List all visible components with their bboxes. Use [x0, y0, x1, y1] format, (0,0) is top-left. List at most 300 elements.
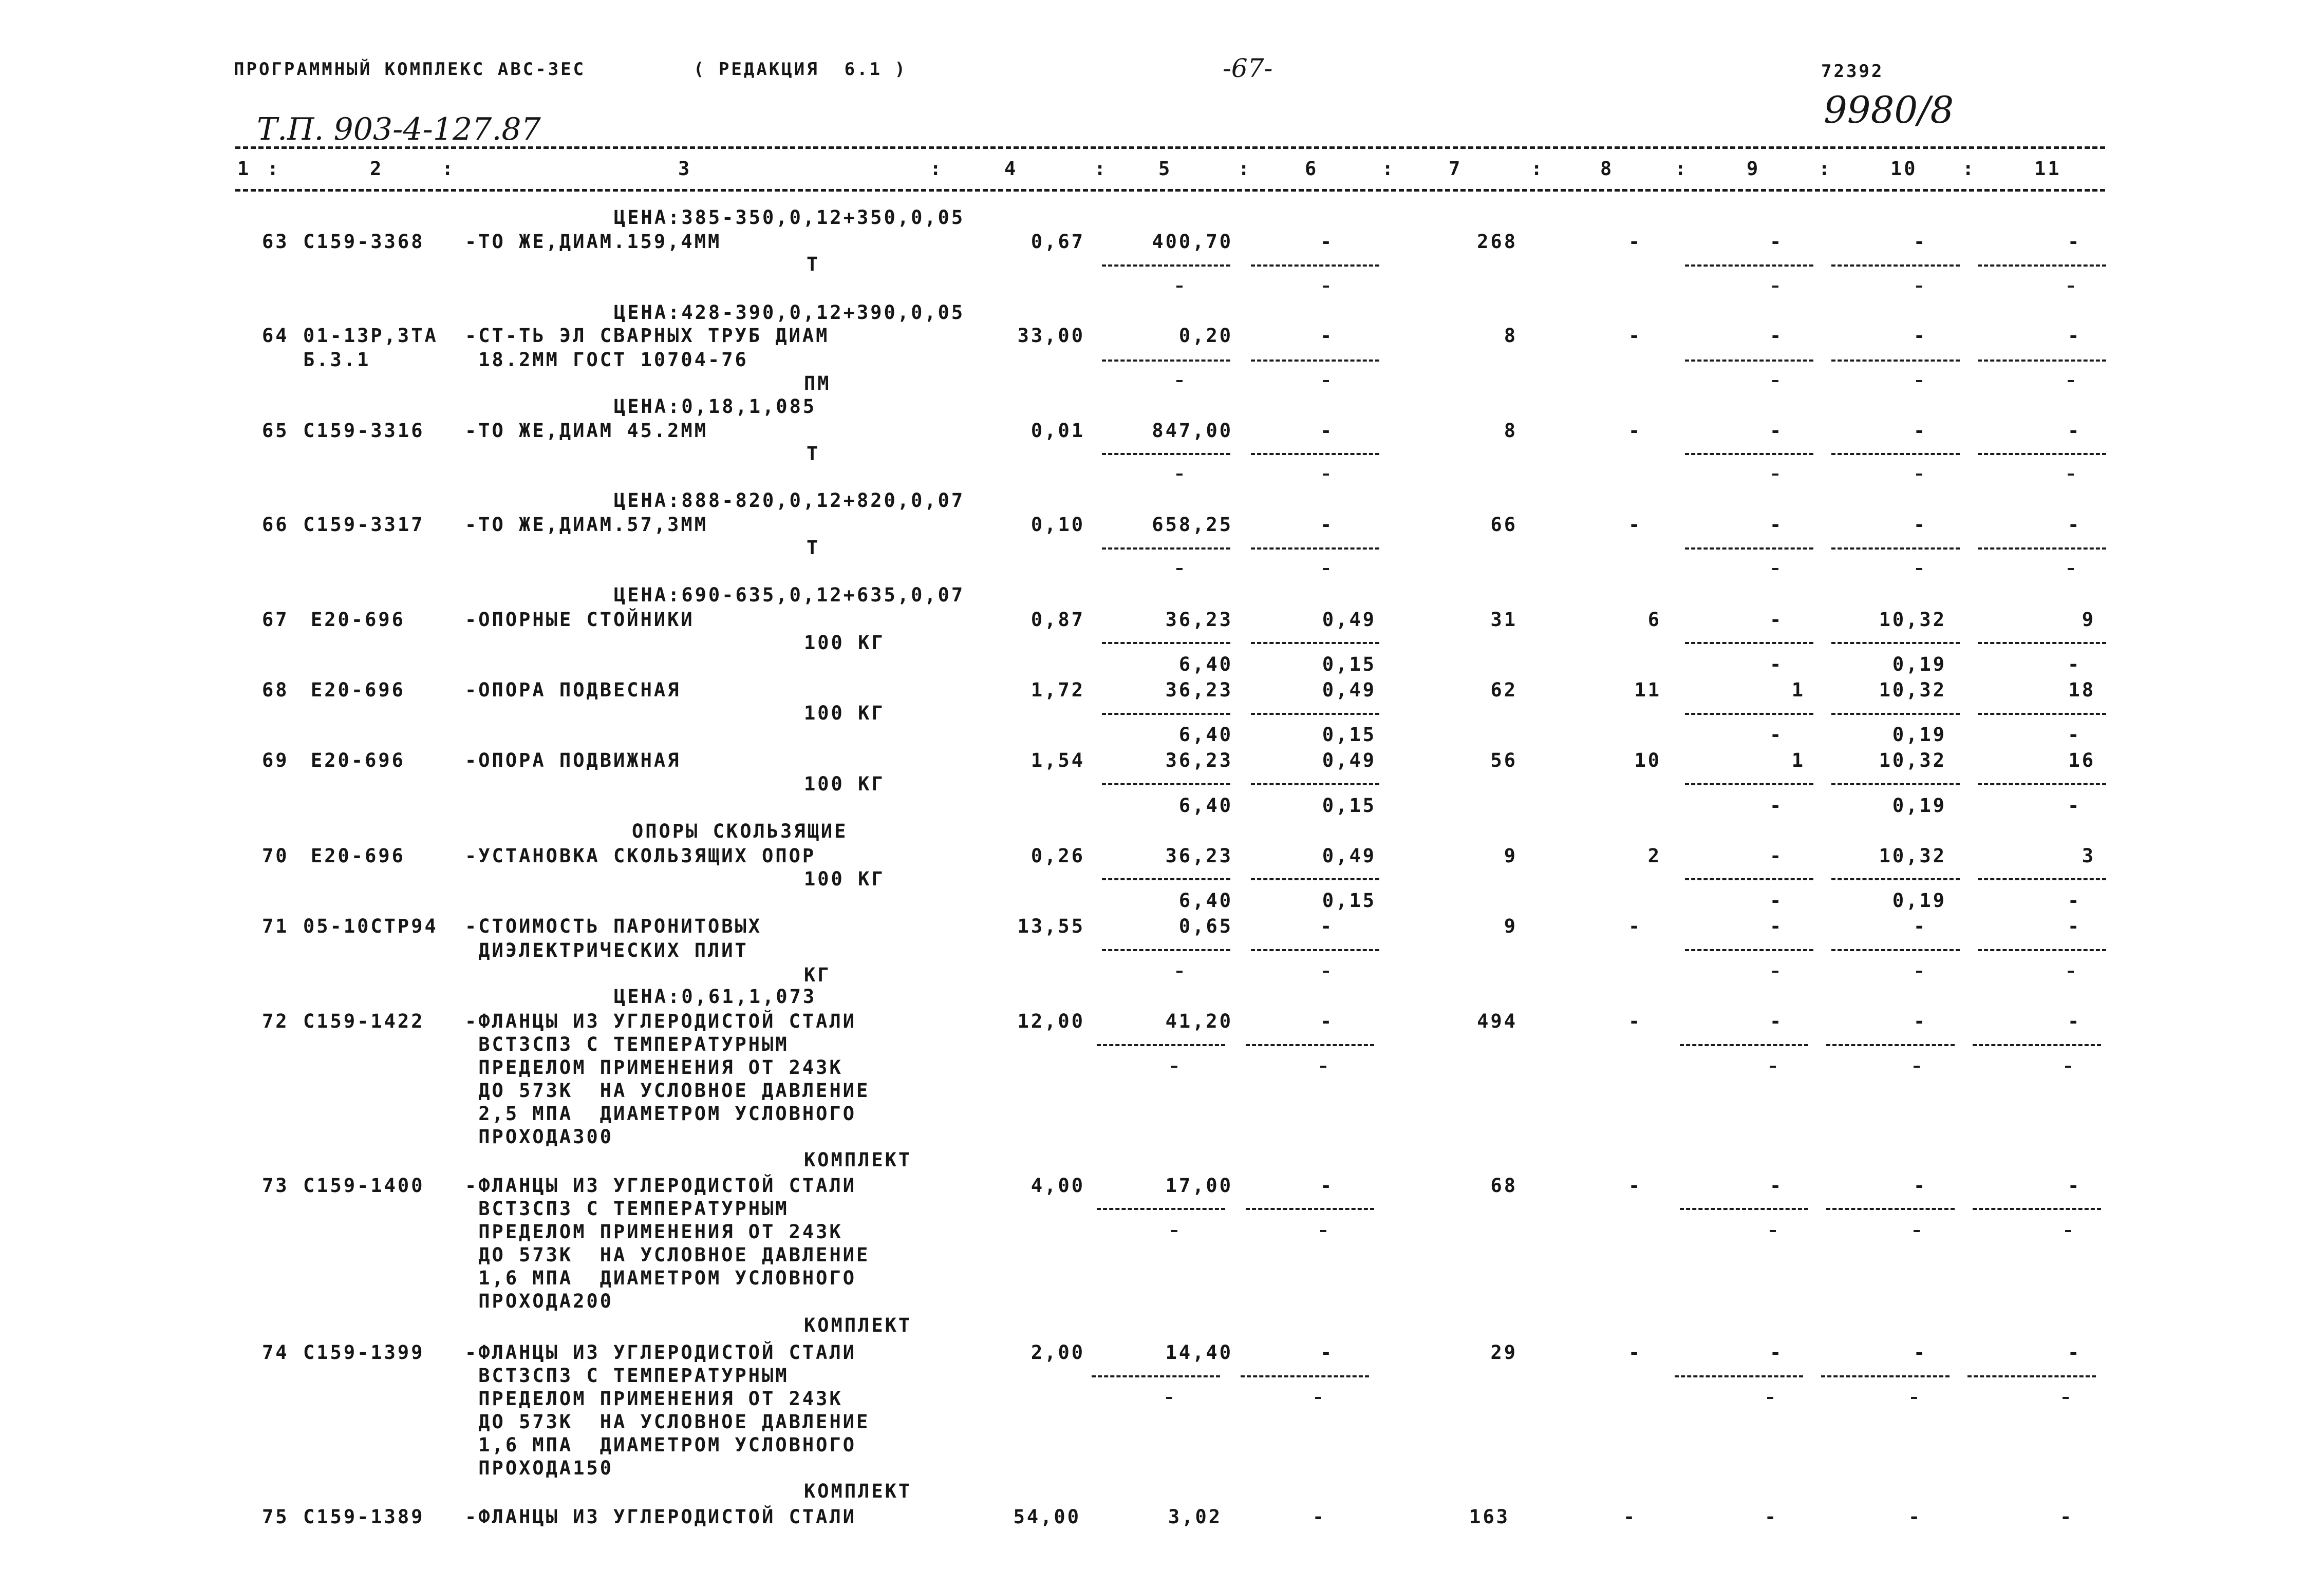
subtotal-rule [1102, 264, 1230, 267]
sub-dash [1323, 474, 1329, 476]
row-col9: - [1770, 845, 1784, 867]
column-number-9: 9 [1747, 158, 1760, 180]
row-number: 68 [262, 679, 289, 701]
row-col6: - [1320, 1341, 1334, 1364]
subtotal-rule [1831, 264, 1960, 267]
price-note: ЦЕНА:0,61,1,073 [614, 986, 817, 1008]
row-col8: 2 [1647, 845, 1661, 867]
row-col8: - [1628, 231, 1642, 253]
page-number: -67- [1223, 53, 1273, 83]
edition-label: ( РЕДАКЦИЯ 6.1 ) [694, 59, 907, 80]
row-col9: - [1770, 325, 1784, 347]
column-number-6: 6 [1305, 158, 1319, 180]
row-col10: - [1914, 1341, 1927, 1364]
subtotal-rule [1978, 713, 2106, 715]
row-number: 74 [262, 1341, 289, 1364]
subtotal-rule [1978, 949, 2106, 951]
subtotal-rule [1685, 360, 1813, 362]
subtotal-rule [1978, 453, 2106, 455]
row-description: -СТОИМОСТЬ ПАРОНИТОВЫХ [465, 915, 762, 937]
row-col5: 14,40 [1165, 1341, 1233, 1364]
row-col8: - [1628, 514, 1642, 536]
row-col7: 56 [1490, 749, 1517, 771]
subtotal-rule [1102, 878, 1230, 880]
subtotal-rule [1973, 1044, 2101, 1046]
row-col8: - [1628, 1341, 1642, 1364]
row-unit: 100 КГ [804, 868, 885, 890]
row-col7: 68 [1490, 1175, 1517, 1197]
row-col11: 9 [2082, 609, 2095, 631]
row-code: Е20-696 [311, 749, 405, 771]
subtotal-rule [1251, 713, 1379, 715]
row-col6: - [1320, 231, 1334, 253]
row-col10: 10,32 [1879, 609, 1946, 631]
sub-col10: 0,19 [1892, 653, 1946, 675]
sub-dash [1323, 971, 1329, 973]
row-col6: 0,49 [1322, 609, 1376, 631]
sub-col9: - [1770, 794, 1784, 817]
row-col11: - [2060, 1506, 2074, 1528]
sub-col6: 0,15 [1322, 724, 1376, 746]
sub-dash [1772, 568, 1778, 570]
subtotal-rule [1978, 642, 2106, 644]
row-number: 63 [262, 231, 289, 253]
sub-dash [1914, 1230, 1920, 1232]
row-description: -СТ-ТЬ ЭЛ СВАРНЫХ ТРУБ ДИАМ [465, 325, 830, 347]
program-title: ПРОГРАММНЫЙ КОМПЛЕКС АВС-ЗЕС [234, 59, 586, 80]
sub-dash [1323, 380, 1329, 382]
row-col7: 62 [1490, 679, 1517, 701]
sub-col6: 0,15 [1322, 794, 1376, 817]
subtotal-rule [1831, 547, 1960, 550]
row-unit: КОМПЛЕКТ [804, 1314, 912, 1336]
column-separators: : [1962, 158, 1976, 180]
row-code: С159-1389 [303, 1506, 425, 1528]
sub-dash [1911, 1397, 1917, 1399]
column-separators: : [1238, 158, 1252, 180]
column-separators: : [1819, 158, 1832, 180]
row-col10: - [1914, 915, 1927, 937]
row-col10: - [1914, 1175, 1927, 1197]
sub-col11: - [2068, 653, 2082, 675]
row-col7: 494 [1477, 1010, 1517, 1032]
sub-dash [2063, 1397, 2069, 1399]
subtotal-rule [1978, 547, 2106, 550]
sub-dash [1916, 286, 1922, 288]
subtotal-rule [1978, 264, 2106, 267]
column-number-7: 7 [1449, 158, 1463, 180]
row-col10: - [1914, 1010, 1927, 1032]
row-col6: 0,49 [1322, 749, 1376, 771]
row-code: 01-13Р,3ТА [303, 325, 438, 347]
row-description: ПРОХОДА200 [465, 1290, 614, 1312]
row-description: -УСТАНОВКА СКОЛЬЗЯЩИХ ОПОР [465, 845, 816, 867]
row-quantity: 0,01 [1030, 420, 1085, 442]
sub-dash [1176, 971, 1183, 973]
row-col6: 0,49 [1322, 845, 1376, 867]
row-col11: - [2068, 420, 2082, 442]
column-separators: : [1094, 158, 1108, 180]
row-number: 69 [262, 749, 289, 771]
row-description: -ФЛАНЦЫ ИЗ УГЛЕРОДИСТОЙ СТАЛИ [465, 1506, 857, 1528]
sub-dash [1320, 1230, 1326, 1232]
column-number-10: 10 [1890, 158, 1918, 180]
row-unit: КОМПЛЕКТ [804, 1149, 912, 1171]
sub-col11: - [2068, 794, 2082, 817]
column-number-8: 8 [1600, 158, 1614, 180]
document-reference: Т.П. 903-4-127.87 [257, 111, 541, 147]
subtotal-rule [1831, 713, 1960, 715]
row-col9: - [1770, 915, 1784, 937]
row-col8: - [1628, 325, 1642, 347]
subtotal-rule [1685, 642, 1813, 644]
sub-dash [2065, 1066, 2071, 1068]
row-col10: 10,32 [1879, 749, 1946, 771]
row-col9: - [1770, 609, 1784, 631]
row-unit: ПМ [804, 372, 831, 394]
price-note: ЦЕНА:690-635,0,12+635,0,07 [614, 584, 965, 606]
row-col7: 163 [1469, 1506, 1510, 1528]
sub-col6: 0,15 [1322, 653, 1376, 675]
row-description: -ФЛАНЦЫ ИЗ УГЛЕРОДИСТОЙ СТАЛИ [465, 1175, 857, 1197]
row-description: -ФЛАНЦЫ ИЗ УГЛЕРОДИСТОЙ СТАЛИ [465, 1341, 857, 1364]
sub-dash [1916, 568, 1922, 570]
row-code: С159-3316 [303, 420, 425, 442]
row-col8: - [1628, 420, 1642, 442]
row-col7: 9 [1504, 915, 1517, 937]
row-unit: КГ [804, 964, 831, 986]
row-description: ВСТ3СП3 С ТЕМПЕРАТУРНЫМ [465, 1198, 789, 1220]
row-description: -ТО ЖЕ,ДИАМ.159,4ММ [465, 231, 722, 253]
document-code: 72392 [1821, 61, 1884, 82]
sub-dash [1176, 286, 1183, 288]
row-description: 2,5 МПА ДИАМЕТРОМ УСЛОВНОГО [465, 1103, 857, 1125]
price-note: ЦЕНА:888-820,0,12+820,0,07 [614, 489, 965, 512]
sub-dash [2068, 474, 2074, 476]
row-code: С159-1422 [303, 1010, 425, 1032]
column-number-4: 4 [1004, 158, 1018, 180]
column-separators: : [930, 158, 944, 180]
subtotal-rule [1685, 783, 1813, 785]
row-col7: 66 [1490, 514, 1517, 536]
row-unit: КОМПЛЕКТ [804, 1480, 912, 1502]
sub-col6: 0,15 [1322, 890, 1376, 912]
row-description: -ОПОРА ПОДВЕСНАЯ [465, 679, 681, 701]
row-quantity: 33,00 [1017, 325, 1085, 347]
sub-col11: - [2068, 890, 2082, 912]
sub-dash [1176, 568, 1183, 570]
row-col9: - [1770, 231, 1784, 253]
row-code: Е20-696 [311, 845, 405, 867]
section-note: ОПОРЫ СКОЛЬЗЯЩИЕ [632, 820, 848, 842]
subtotal-rule [1831, 783, 1960, 785]
column-number-5: 5 [1158, 158, 1172, 180]
sub-dash [1772, 971, 1778, 973]
sub-dash [2068, 971, 2074, 973]
row-quantity: 12,00 [1017, 1010, 1085, 1032]
row-col6: - [1320, 915, 1334, 937]
subtotal-rule [1831, 949, 1960, 951]
subtotal-rule [1251, 264, 1379, 267]
subtotal-rule [1680, 1208, 1808, 1210]
row-col9: - [1770, 1341, 1784, 1364]
subtotal-rule [1092, 1375, 1220, 1377]
subtotal-rule [1680, 1044, 1808, 1046]
subtotal-rule [1251, 878, 1379, 880]
row-description: ВСТ3СП3 С ТЕМПЕРАТУРНЫМ [465, 1365, 789, 1387]
row-description: -ОПОРНЫЕ СТОЙНИКИ [465, 609, 695, 631]
subtotal-rule [1102, 547, 1230, 550]
row-col9: - [1770, 1175, 1784, 1197]
row-col10: 10,32 [1879, 845, 1946, 867]
row-col8: - [1623, 1506, 1637, 1528]
row-col11: - [2068, 915, 2082, 937]
row-number: 75 [262, 1506, 289, 1528]
sub-dash [1176, 380, 1183, 382]
row-col10: - [1914, 325, 1927, 347]
column-number-2: 2 [370, 158, 384, 180]
sub-dash [1916, 380, 1922, 382]
column-separators: : [1531, 158, 1545, 180]
row-col6: - [1313, 1506, 1326, 1528]
row-col11: - [2068, 514, 2082, 536]
row-code: 05-10СТР94 [303, 915, 438, 937]
subtotal-rule [1246, 1044, 1374, 1046]
row-col5: 36,23 [1165, 609, 1233, 631]
subtotal-rule [1821, 1375, 1950, 1377]
row-col8: 10 [1634, 749, 1661, 771]
row-description: ДО 573К НА УСЛОВНОЕ ДАВЛЕНИЕ [465, 1244, 870, 1266]
row-code: С159-1399 [303, 1341, 425, 1364]
row-description: ПРОХОДА300 [465, 1126, 614, 1148]
subtotal-rule [1831, 453, 1960, 455]
row-code: С159-3368 [303, 231, 425, 253]
row-col7: 8 [1504, 325, 1517, 347]
subtotal-rule [1826, 1208, 1955, 1210]
row-unit: 100 КГ [804, 702, 885, 724]
row-col11: 16 [2068, 749, 2095, 771]
sub-col5: 6,40 [1178, 724, 1233, 746]
row-quantity: 2,00 [1030, 1341, 1085, 1364]
row-col10: - [1914, 420, 1927, 442]
row-col9: 1 [1791, 679, 1805, 701]
row-col9: - [1770, 514, 1784, 536]
row-col6: - [1320, 514, 1334, 536]
sheet-reference: 9980/8 [1824, 88, 1954, 131]
subtotal-rule [1102, 713, 1230, 715]
row-col8: - [1628, 915, 1642, 937]
sub-dash [1770, 1230, 1776, 1232]
row-description: ДИЭЛЕКТРИЧЕСКИХ ПЛИТ [465, 939, 748, 961]
price-note: ЦЕНА:385-350,0,12+350,0,05 [614, 206, 965, 229]
row-col10: - [1914, 231, 1927, 253]
sub-col10: 0,19 [1892, 890, 1946, 912]
sub-dash [1166, 1397, 1172, 1399]
row-description: ВСТ3СП3 С ТЕМПЕРАТУРНЫМ [465, 1033, 789, 1055]
row-number: 73 [262, 1175, 289, 1197]
row-unit: Т [807, 253, 820, 275]
subtotal-rule [1831, 642, 1960, 644]
row-quantity: 0,87 [1030, 609, 1085, 631]
subtotal-rule [1826, 1044, 1955, 1046]
row-unit: Т [807, 537, 820, 559]
row-col7: 31 [1490, 609, 1517, 631]
subtotal-rule [1831, 360, 1960, 362]
row-col5: 17,00 [1165, 1175, 1233, 1197]
sub-dash [1323, 568, 1329, 570]
subtotal-rule [1102, 360, 1230, 362]
row-description: ДО 573К НА УСЛОВНОЕ ДАВЛЕНИЕ [465, 1080, 870, 1102]
sub-dash [1916, 474, 1922, 476]
row-col6: - [1320, 420, 1334, 442]
row-description: -ФЛАНЦЫ ИЗ УГЛЕРОДИСТОЙ СТАЛИ [465, 1010, 857, 1032]
sub-dash [1772, 474, 1778, 476]
subtotal-rule [1978, 360, 2106, 362]
row-code: Е20-696 [311, 679, 405, 701]
row-col10: - [1908, 1506, 1922, 1528]
row-col6: 0,49 [1322, 679, 1376, 701]
column-separators: : [1382, 158, 1396, 180]
sub-col5: 6,40 [1178, 890, 1233, 912]
subtotal-rule [1102, 949, 1230, 951]
row-description: -ТО ЖЕ,ДИАМ.57,3ММ [465, 514, 708, 536]
row-col11: - [2068, 1175, 2082, 1197]
column-number-1: 1 [237, 158, 251, 180]
row-quantity: 4,00 [1030, 1175, 1085, 1197]
sub-col9: - [1770, 653, 1784, 675]
subtotal-rule [1251, 360, 1379, 362]
row-col11: - [2068, 1010, 2082, 1032]
row-quantity: 0,67 [1030, 231, 1085, 253]
row-description: 18.2ММ ГОСТ 10704-76 [465, 349, 748, 371]
sub-dash [2068, 380, 2074, 382]
row-col6: - [1320, 1010, 1334, 1032]
row-col5: 36,23 [1165, 679, 1233, 701]
sub-dash [2065, 1230, 2071, 1232]
row-col9: - [1765, 1506, 1778, 1528]
row-col8: - [1628, 1175, 1642, 1197]
row-col5: 847,00 [1152, 420, 1233, 442]
row-quantity: 13,55 [1017, 915, 1085, 937]
row-quantity: 1,72 [1030, 679, 1085, 701]
subtotal-rule [1251, 949, 1379, 951]
subtotal-rule [1685, 264, 1813, 267]
sub-col9: - [1770, 724, 1784, 746]
row-number: 64 [262, 325, 289, 347]
row-col5: 0,20 [1178, 325, 1233, 347]
sub-dash [1323, 286, 1329, 288]
column-separators: : [1675, 158, 1689, 180]
subtotal-rule [1097, 1044, 1225, 1046]
row-col8: - [1628, 1010, 1642, 1032]
row-unit: 100 КГ [804, 632, 885, 654]
row-col11: 3 [2082, 845, 2095, 867]
row-description: ПРОХОДА150 [465, 1457, 614, 1479]
sub-col11: - [2068, 724, 2082, 746]
sub-dash [1770, 1066, 1776, 1068]
price-note: ЦЕНА:428-390,0,12+390,0,05 [614, 301, 965, 324]
subtotal-rule [1251, 453, 1379, 455]
header-rule-top [235, 146, 2105, 149]
row-col7: 8 [1504, 420, 1517, 442]
row-col8: 11 [1634, 679, 1661, 701]
row-col10: 10,32 [1879, 679, 1946, 701]
sub-dash [2068, 568, 2074, 570]
column-separators: : [442, 158, 456, 180]
subtotal-rule [1978, 878, 2106, 880]
subtotal-rule [1685, 453, 1813, 455]
sub-dash [1320, 1066, 1326, 1068]
price-note: ЦЕНА:0,18,1,085 [614, 395, 817, 418]
row-number: 65 [262, 420, 289, 442]
subtotal-rule [1831, 878, 1960, 880]
subtotal-rule [1685, 713, 1813, 715]
sub-col9: - [1770, 890, 1784, 912]
row-code: Е20-696 [311, 609, 405, 631]
row-unit: Т [807, 443, 820, 465]
row-col11: - [2068, 325, 2082, 347]
subtotal-rule [1241, 1375, 1369, 1377]
row-number: 70 [262, 845, 289, 867]
row-col8: 6 [1647, 609, 1661, 631]
row-number: 71 [262, 915, 289, 937]
sub-col5: 6,40 [1178, 794, 1233, 817]
header-rule-bottom [235, 189, 2105, 192]
sub-dash [1171, 1230, 1177, 1232]
subtotal-rule [1097, 1208, 1225, 1210]
row-description: ПРЕДЕЛОМ ПРИМЕНЕНИЯ ОТ 243К [465, 1056, 843, 1079]
row-col9: - [1770, 1010, 1784, 1032]
sub-col5: 6,40 [1178, 653, 1233, 675]
sub-dash [1772, 380, 1778, 382]
row-col7: 29 [1490, 1341, 1517, 1364]
row-col9: 1 [1791, 749, 1805, 771]
row-description: ПРЕДЕЛОМ ПРИМЕНЕНИЯ ОТ 243К [465, 1221, 843, 1243]
row-col5: 400,70 [1152, 231, 1233, 253]
row-col5: 41,20 [1165, 1010, 1233, 1032]
row-col5: 3,02 [1168, 1506, 1222, 1528]
row-number: 66 [262, 514, 289, 536]
row-col5: 658,25 [1152, 514, 1233, 536]
row-description: -ОПОРА ПОДВИЖНАЯ [465, 749, 681, 771]
row-description: 1,6 МПА ДИАМЕТРОМ УСЛОВНОГО [465, 1267, 857, 1289]
row-quantity: 0,26 [1030, 845, 1085, 867]
row-quantity: 1,54 [1030, 749, 1085, 771]
sub-dash [2068, 286, 2074, 288]
subtotal-rule [1685, 878, 1813, 880]
sub-dash [1914, 1066, 1920, 1068]
row-col5: 36,23 [1165, 845, 1233, 867]
row-quantity: 0,10 [1030, 514, 1085, 536]
sub-dash [1315, 1397, 1321, 1399]
sub-col10: 0,19 [1892, 724, 1946, 746]
subtotal-rule [1246, 1208, 1374, 1210]
sub-dash [1171, 1066, 1177, 1068]
sub-col10: 0,19 [1892, 794, 1946, 817]
subtotal-rule [1102, 453, 1230, 455]
column-number-11: 11 [2034, 158, 2061, 180]
subtotal-rule [1967, 1375, 2096, 1377]
row-col7: 9 [1504, 845, 1517, 867]
subtotal-rule [1251, 642, 1379, 644]
row-col11: - [2068, 231, 2082, 253]
row-description: ДО 573К НА УСЛОВНОЕ ДАВЛЕНИЕ [465, 1411, 870, 1433]
row-col9: - [1770, 420, 1784, 442]
row-quantity: 54,00 [1013, 1506, 1081, 1528]
subtotal-rule [1251, 783, 1379, 785]
row-col7: 268 [1477, 231, 1517, 253]
row-unit: 100 КГ [804, 773, 885, 795]
